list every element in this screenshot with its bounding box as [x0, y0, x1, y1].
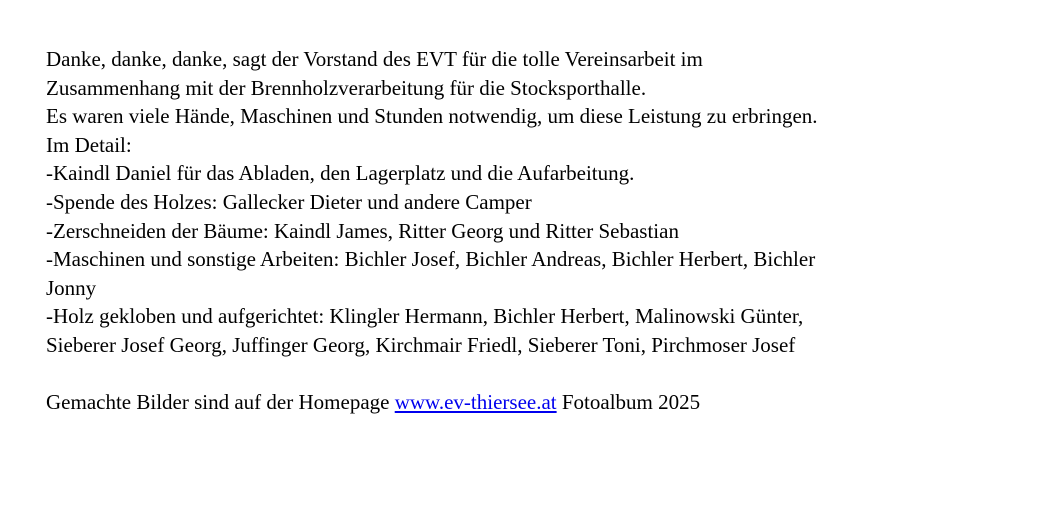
intro-line-2: Zusammenhang mit der Brennholzverarbeitung für die Stocksporthalle.	[46, 75, 647, 100]
photos-prefix: Gemachte Bilder sind auf der Homepage	[46, 390, 395, 415]
detail-item-2-line-1: -Spende des Holzes: Gallecker Dieter und andere Camper	[46, 189, 532, 214]
homepage-link[interactable]: www.ev-thiersee.at	[394, 390, 557, 415]
detail-item-4-line-1: -Maschinen und sonstige Arbeiten: Bichler Josef, Bichler Andreas, Bichler Herbert, Bichler	[46, 247, 816, 272]
photos-line	[46, 388, 1006, 417]
photos-suffix: Fotoalbum 2025	[556, 390, 701, 415]
detail-item-5-line-1: -Holz gekloben und aufgerichtet: Klingler Hermann, Bichler Herbert, Malinowski Günter,	[46, 304, 804, 329]
paragraph-gap	[46, 360, 1006, 389]
detail-item-3-line-1: -Zerschneiden der Bäume: Kaindl James, Ritter Georg und Ritter Sebastian	[46, 218, 679, 243]
detail-item-5-line-2: Sieberer Josef Georg, Juffinger Georg, Kirchmair Friedl, Sieberer Toni, Pirchmoser Josef	[46, 332, 796, 357]
intro-line-1: Danke, danke, danke, sagt der Vorstand des EVT für die tolle Vereinsarbeit im	[46, 47, 703, 71]
detail-item-1-line-1: -Kaindl Daniel für das Abladen, den Lagerplatz und die Aufarbeitung.	[46, 161, 635, 186]
document-body	[46, 45, 1006, 417]
intro-line-3: Es waren viele Hände, Maschinen und Stunden notwendig, um diese Leistung zu erbringen.	[46, 104, 818, 129]
detail-heading: Im Detail:	[46, 132, 132, 157]
detail-item-4-line-2: Jonny	[46, 275, 97, 300]
